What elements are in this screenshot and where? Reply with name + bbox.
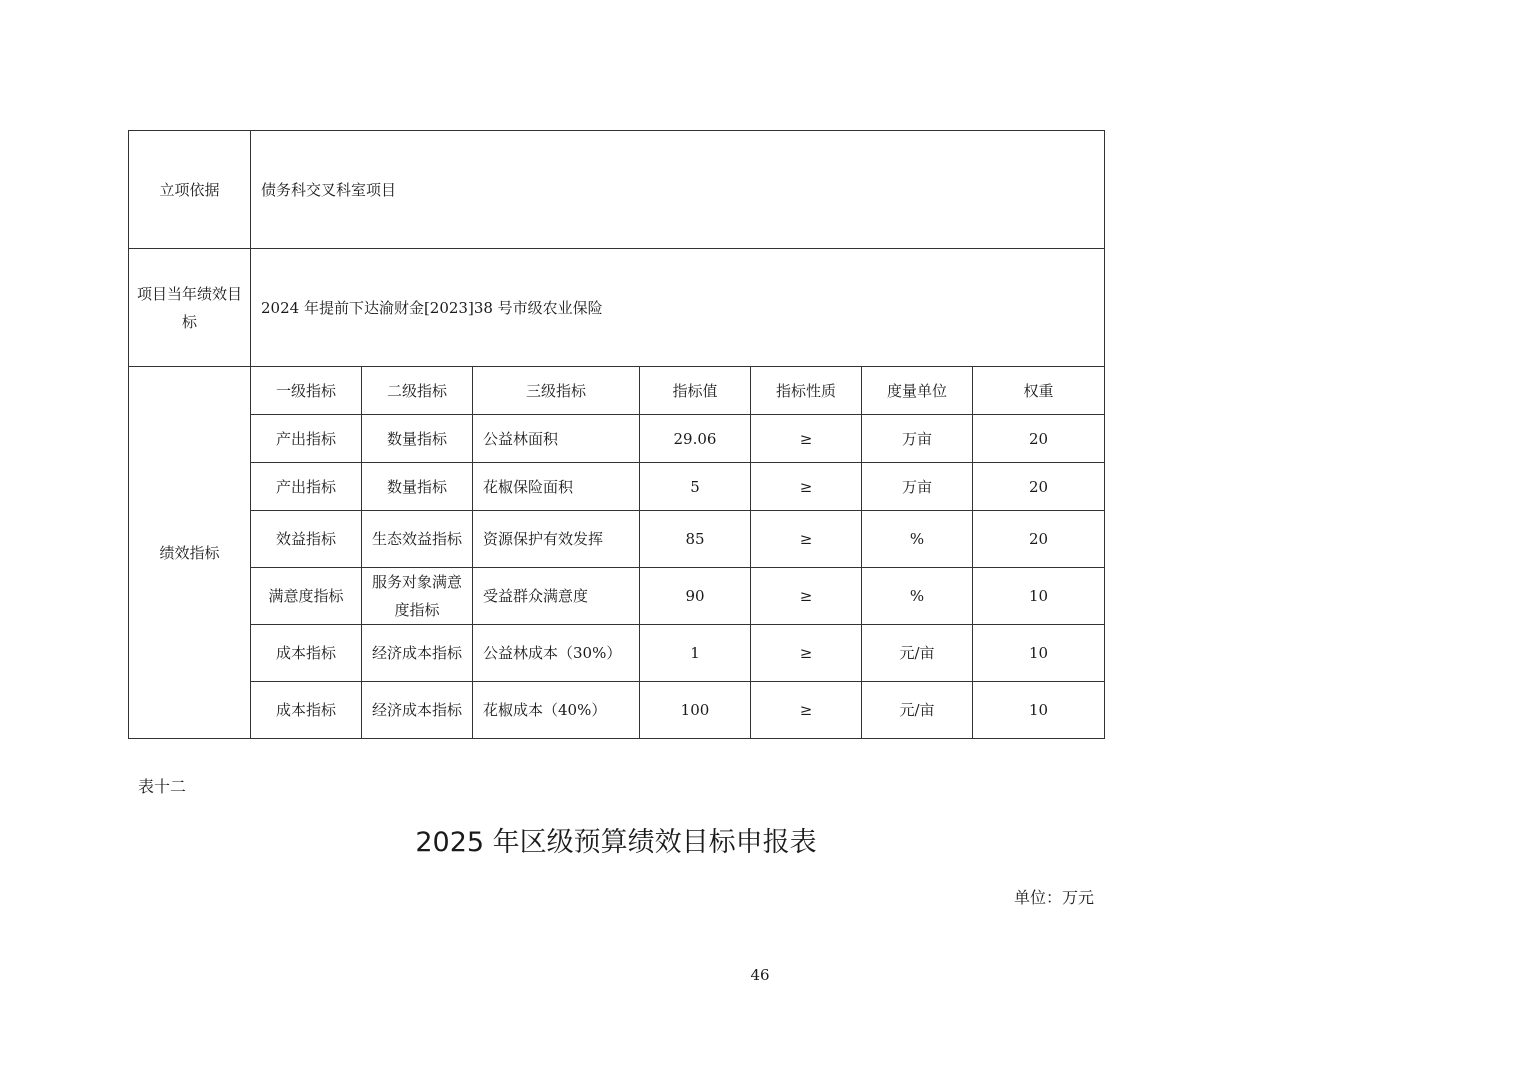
cell-value: 90 xyxy=(640,568,751,625)
cell-value: 5 xyxy=(640,463,751,511)
cell-level2: 服务对象满意度指标 xyxy=(362,568,473,625)
cell-level1: 产出指标 xyxy=(251,415,362,463)
header-nature: 指标性质 xyxy=(751,367,862,415)
cell-weight: 20 xyxy=(973,463,1105,511)
cell-value: 29.06 xyxy=(640,415,751,463)
cell-level1: 满意度指标 xyxy=(251,568,362,625)
goal-row xyxy=(129,249,1105,367)
cell-level3: 公益林成本（30%） xyxy=(473,625,640,682)
cell-nature: ≥ xyxy=(751,682,862,739)
cell-unit: 元/亩 xyxy=(862,682,973,739)
cell-nature: ≥ xyxy=(751,568,862,625)
cell-level2: 数量指标 xyxy=(362,463,473,511)
goal-label: 项目当年绩效目标 xyxy=(129,249,251,367)
cell-weight: 10 xyxy=(973,625,1105,682)
cell-level2: 数量指标 xyxy=(362,415,473,463)
table-row xyxy=(129,415,1105,463)
indicators-label: 绩效指标 xyxy=(129,367,251,739)
page-number: 46 xyxy=(750,966,770,984)
cell-weight: 20 xyxy=(973,511,1105,568)
cell-level1: 成本指标 xyxy=(251,625,362,682)
cell-unit: 万亩 xyxy=(862,415,973,463)
indicator-header-row xyxy=(129,367,1105,415)
table-number: 表十二 xyxy=(138,777,187,796)
table-row xyxy=(129,463,1105,511)
header-level2: 二级指标 xyxy=(362,367,473,415)
header-unit: 度量单位 xyxy=(862,367,973,415)
cell-level2: 经济成本指标 xyxy=(362,682,473,739)
cell-value: 1 xyxy=(640,625,751,682)
basis-row xyxy=(129,131,1105,249)
table-row xyxy=(129,682,1105,739)
form-title: 2025 年区级预算绩效目标申报表 xyxy=(415,827,817,858)
header-weight: 权重 xyxy=(973,367,1105,415)
cell-value: 100 xyxy=(640,682,751,739)
cell-weight: 10 xyxy=(973,682,1105,739)
table-row xyxy=(129,511,1105,568)
performance-table xyxy=(128,130,1105,739)
basis-value: 债务科交叉科室项目 xyxy=(251,131,1105,249)
goal-value: 2024 年提前下达渝财金[2023]38 号市级农业保险 xyxy=(251,249,1105,367)
cell-nature: ≥ xyxy=(751,625,862,682)
basis-label: 立项依据 xyxy=(129,131,251,249)
cell-level3: 受益群众满意度 xyxy=(473,568,640,625)
header-value: 指标值 xyxy=(640,367,751,415)
table-row xyxy=(129,625,1105,682)
cell-nature: ≥ xyxy=(751,463,862,511)
cell-level2: 经济成本指标 xyxy=(362,625,473,682)
unit-note: 单位：万元 xyxy=(1013,888,1094,907)
cell-unit: % xyxy=(862,511,973,568)
header-level3: 三级指标 xyxy=(473,367,640,415)
cell-nature: ≥ xyxy=(751,511,862,568)
cell-weight: 10 xyxy=(973,568,1105,625)
cell-unit: % xyxy=(862,568,973,625)
cell-level3: 资源保护有效发挥 xyxy=(473,511,640,568)
cell-unit: 万亩 xyxy=(862,463,973,511)
cell-level1: 产出指标 xyxy=(251,463,362,511)
cell-nature: ≥ xyxy=(751,415,862,463)
cell-weight: 20 xyxy=(973,415,1105,463)
cell-level3: 花椒保险面积 xyxy=(473,463,640,511)
cell-level2: 生态效益指标 xyxy=(362,511,473,568)
header-level1: 一级指标 xyxy=(251,367,362,415)
cell-unit: 元/亩 xyxy=(862,625,973,682)
cell-level1: 成本指标 xyxy=(251,682,362,739)
cell-value: 85 xyxy=(640,511,751,568)
table-row xyxy=(129,568,1105,625)
cell-level1: 效益指标 xyxy=(251,511,362,568)
cell-level3: 花椒成本（40%） xyxy=(473,682,640,739)
cell-level3: 公益林面积 xyxy=(473,415,640,463)
